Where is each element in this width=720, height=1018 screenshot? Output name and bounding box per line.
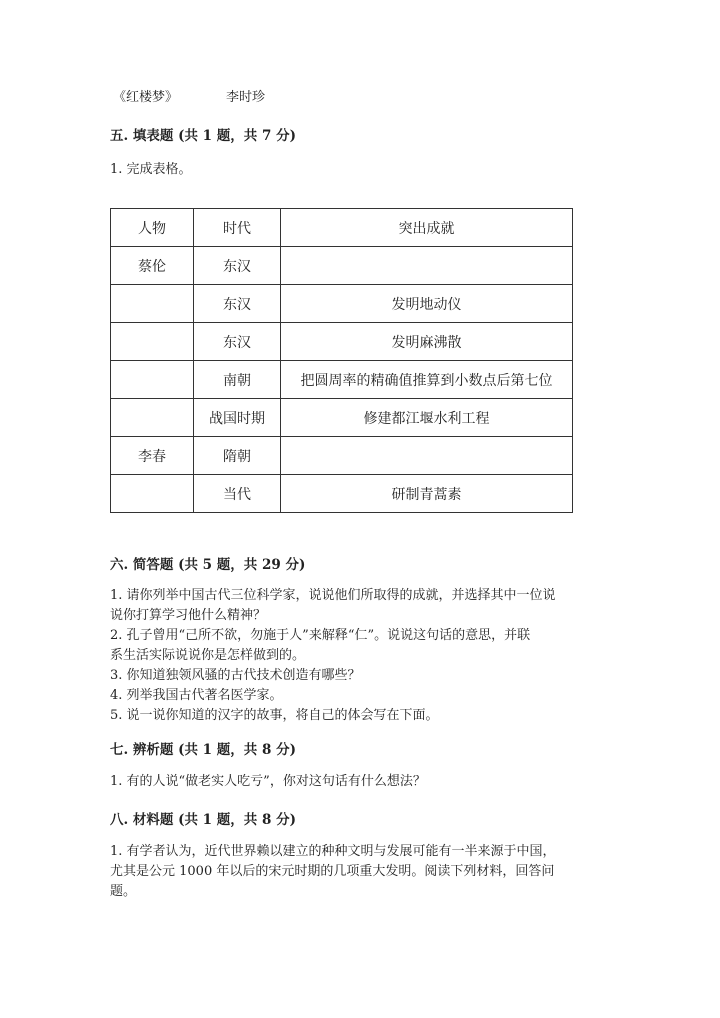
- section8-line: 尤其是公元 1000 年以后的宋元时期的几项重大发明。阅读下列材料，回答问: [110, 864, 555, 879]
- header-person: 人物: [111, 209, 194, 247]
- cell-person[interactable]: [111, 323, 194, 361]
- cell-person[interactable]: [111, 361, 194, 399]
- section8-line: 1. 有学者认为，近代世界赖以建立的种种文明与发展可能有一半来源于中国，: [110, 844, 556, 859]
- section6-heading: 六. 简答题 (共 5 题，共 29 分): [110, 557, 306, 573]
- cell-era: 东汉: [194, 285, 281, 323]
- section6-line: 2. 孔子曾用“己所不欲，勿施于人”来解释“仁”。说说这句话的意思，并联: [110, 628, 531, 643]
- section5-heading: 五. 填表题 (共 1 题，共 7 分): [110, 128, 296, 144]
- cell-person[interactable]: [111, 399, 194, 437]
- cell-achievement[interactable]: [281, 437, 573, 475]
- section8-heading: 八. 材料题 (共 1 题，共 8 分): [110, 812, 296, 828]
- person-name: 李时珍: [226, 90, 266, 105]
- cell-person[interactable]: [111, 285, 194, 323]
- cell-achievement: 把圆周率的精确值推算到小数点后第七位: [281, 361, 573, 399]
- cell-achievement: 发明地动仪: [281, 285, 573, 323]
- table-row: [111, 475, 573, 513]
- section7-heading: 七. 辨析题 (共 1 题，共 8 分): [110, 742, 296, 758]
- section6-line: 3. 你知道独领风骚的古代技术创造有哪些？: [110, 668, 361, 683]
- cell-person: 蔡伦: [111, 247, 194, 285]
- cell-person[interactable]: [111, 475, 194, 513]
- header-era: 时代: [194, 209, 281, 247]
- cell-era: 隋朝: [194, 437, 281, 475]
- cell-era: 当代: [194, 475, 281, 513]
- section8-body: [110, 842, 604, 902]
- cell-person: 李春: [111, 437, 194, 475]
- section6-line: 5. 说一说你知道的汉字的故事，将自己的体会写在下面。: [110, 708, 439, 723]
- cell-era: 战国时期: [194, 399, 281, 437]
- cell-achievement: 研制青蒿素: [281, 475, 573, 513]
- table-row: [111, 323, 573, 361]
- section8-line: 题。: [110, 884, 137, 899]
- section6-line: 系生活实际说说你是怎样做到的。: [110, 648, 306, 663]
- section6-line: 说你打算学习他什么精神？: [110, 608, 267, 623]
- cell-achievement[interactable]: [281, 247, 573, 285]
- table-header-row: [111, 209, 573, 247]
- section5-question: 1. 完成表格。: [110, 162, 192, 177]
- cell-achievement: 修建都江堰水利工程: [281, 399, 573, 437]
- cell-era: 东汉: [194, 247, 281, 285]
- table-row: [111, 247, 573, 285]
- table-row: [111, 399, 573, 437]
- cell-era: 东汉: [194, 323, 281, 361]
- cell-achievement: 发明麻沸散: [281, 323, 573, 361]
- table-row: [111, 437, 573, 475]
- section7-question: 1. 有的人说“做老实人吃亏”，你对这句话有什么想法？: [110, 774, 426, 789]
- book-title: 《红楼梦》: [113, 90, 179, 105]
- table-row: [111, 285, 573, 323]
- table-row: [111, 361, 573, 399]
- achievement-table: [110, 208, 573, 513]
- cell-era: 南朝: [194, 361, 281, 399]
- header-achievement: 突出成就: [281, 209, 573, 247]
- section6-line: 1. 请你列举中国古代三位科学家，说说他们所取得的成就，并选择其中一位说: [110, 588, 556, 603]
- section6-body: [110, 586, 604, 726]
- section6-line: 4. 列举我国古代著名医学家。: [110, 688, 283, 703]
